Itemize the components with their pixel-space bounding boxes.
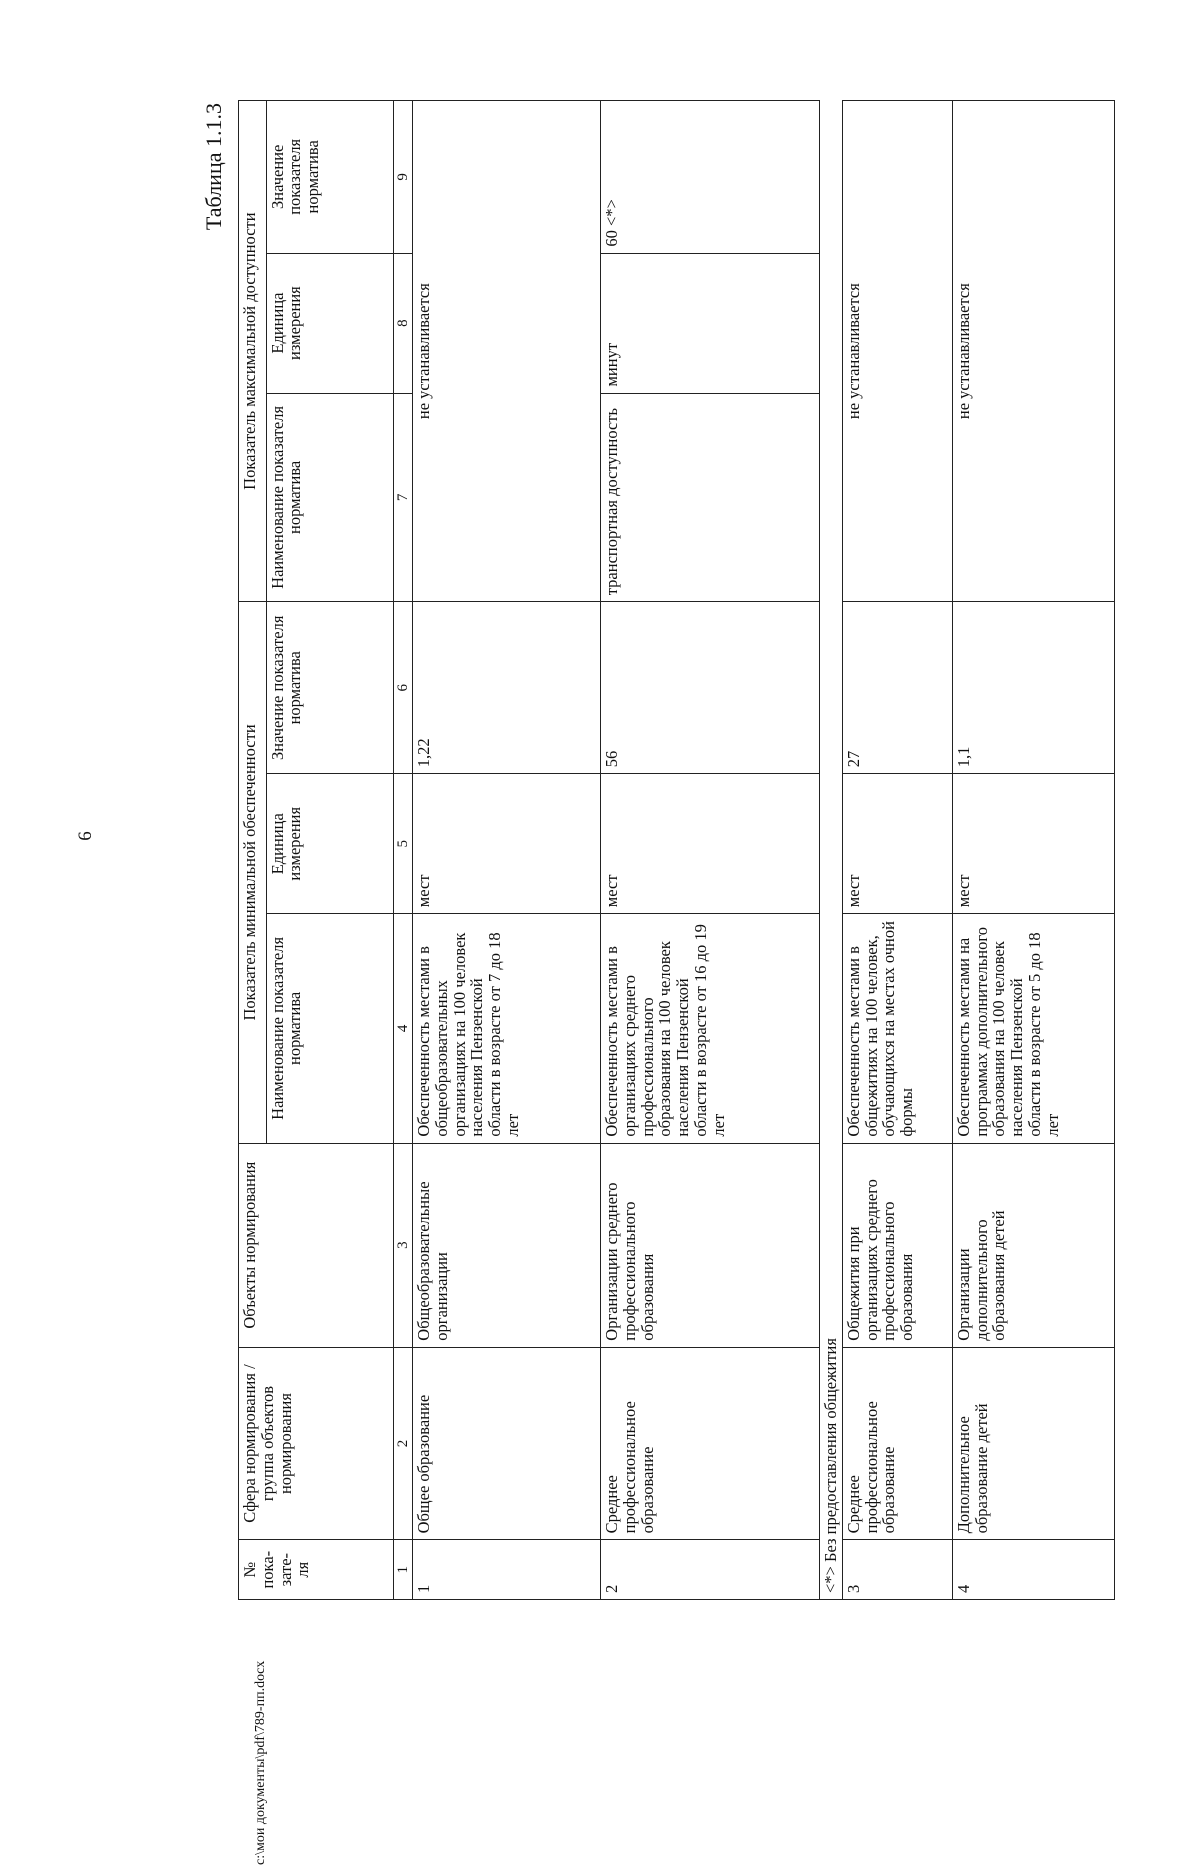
row-min-unit: мест: [842, 774, 952, 914]
header-max-value: Значение показателя норматива: [266, 101, 393, 254]
row-num: 3: [842, 1540, 952, 1600]
row-max-text: не устанавливается: [842, 101, 952, 602]
row-min-value: 1,22: [413, 602, 601, 774]
row-sphere: Общее образование: [413, 1347, 601, 1540]
rotated-table-area: [190, 100, 1062, 1600]
page-number: 6: [75, 831, 96, 841]
row-object: Организации среднего профессионального образования: [601, 1143, 820, 1347]
row-num: 2: [601, 1540, 820, 1600]
header-sphere: Сфера нормирования / группа объектов нормирования: [239, 1347, 394, 1540]
header-num: № пока-зате-ля: [239, 1540, 394, 1600]
row-min-value: 56: [601, 602, 820, 774]
header-objects: Объекты нормирования: [239, 1143, 394, 1347]
index-cell: 8: [394, 253, 413, 393]
table-row: [601, 101, 820, 1600]
header-min-name: Наименование показателя норматива: [266, 914, 393, 1143]
row-sphere: Среднее профессиональное образование: [601, 1347, 820, 1540]
table-caption: Таблица 1.1.3: [201, 103, 226, 231]
row-min-unit: мест: [952, 774, 1114, 914]
row-max-text: не устанавливается: [413, 101, 601, 602]
row-min-unit: мест: [413, 774, 601, 914]
row-object: Общежития при организациях среднего профессионального образования: [842, 1143, 952, 1347]
table-row: [952, 101, 1114, 1600]
row-max-text: не устанавливается: [952, 101, 1114, 602]
index-cell: 1: [394, 1540, 413, 1600]
column-index-row: [394, 101, 413, 1600]
index-cell: 3: [394, 1143, 413, 1347]
row-min-name: Обеспеченность местами в общежитиях на 100 человек, обучающихся на местах очной формы: [842, 914, 952, 1143]
footer-file-path: c:\мои документы\pdf\789-пп.docx: [253, 1660, 268, 1865]
norms-table: [238, 100, 1115, 1600]
row-max-name: транспортная доступность: [601, 393, 820, 602]
footnote: <*> Без предоставления общежития: [820, 101, 843, 1600]
row-sphere: Среднее профессиональное образование: [842, 1347, 952, 1540]
footnote-row: [820, 101, 843, 1600]
header-min-value: Значение показателя норматива: [266, 602, 393, 774]
row-min-name: Обеспеченность местами в общеобразовательных организациях на 100 человек населения Пензенской области в возрасте от 7 до 18 лет: [413, 914, 601, 1143]
row-object: Организации дополнительного образования детей: [952, 1143, 1114, 1347]
row-min-value: 27: [842, 602, 952, 774]
index-cell: 2: [394, 1347, 413, 1540]
index-cell: 4: [394, 914, 413, 1143]
header-min-unit: Единица измерения: [266, 774, 393, 914]
header-max-name: Наименование показателя норматива: [266, 393, 393, 602]
row-object: Общеобразовательные организации: [413, 1143, 601, 1347]
row-sphere: Дополнительное образование детей: [952, 1347, 1114, 1540]
row-min-name: Обеспеченность местами на программах дополнительного образования на 100 человек населения Пензенской области в возрасте от 5 до 18 лет: [952, 914, 1114, 1143]
row-num: 4: [952, 1540, 1114, 1600]
header-max-unit: Единица измерения: [266, 253, 393, 393]
table-row: [842, 101, 952, 1600]
index-cell: 9: [394, 101, 413, 254]
header-row-1: [239, 101, 267, 1600]
row-min-name: Обеспеченность местами в организациях среднего профессионального образования на 100 человек населения Пензенской области в возрасте от 16 до 19 лет: [601, 914, 820, 1143]
row-max-unit: минут: [601, 253, 820, 393]
index-cell: 5: [394, 774, 413, 914]
row-num: 1: [413, 1540, 601, 1600]
index-cell: 6: [394, 602, 413, 774]
row-min-unit: мест: [601, 774, 820, 914]
row-max-value: 60 <*>: [601, 101, 820, 254]
header-min-provision: Показатель минимальной обеспеченности: [239, 602, 267, 1143]
header-max-access: Показатель максимальной доступности: [239, 101, 267, 602]
table-row: [413, 101, 601, 1600]
row-min-value: 1,1: [952, 602, 1114, 774]
index-cell: 7: [394, 393, 413, 602]
